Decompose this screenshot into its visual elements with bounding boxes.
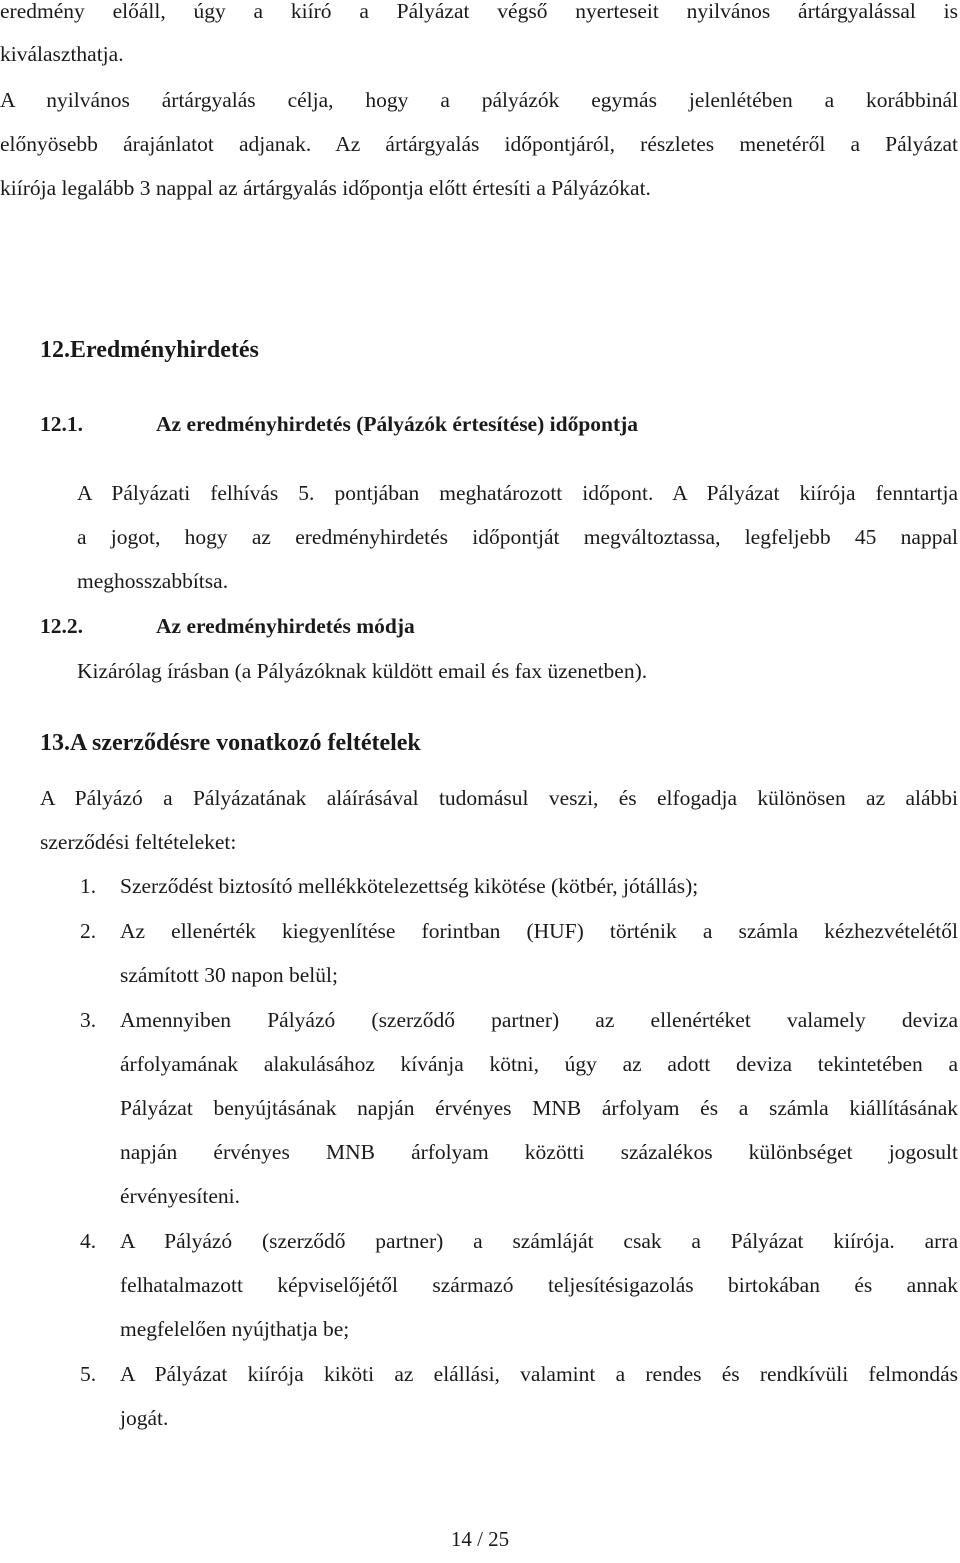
subsection-number: 12.2. — [40, 614, 83, 638]
list-item-line: felhatalmazott képviselőjétől származó teljesítésigazolás birtokában és annak — [120, 1273, 958, 1297]
list-item-line: megfelelően nyújthatja be; — [120, 1317, 350, 1341]
list-item-number: 4. — [80, 1229, 97, 1253]
paragraph-line: szerződési feltételeket: — [40, 830, 237, 854]
intro-line: kiírója legalább 3 nappal az ártárgyalás időpontja előtt értesíti a Pályázókat. — [0, 176, 651, 200]
intro-line: A nyilvános ártárgyalás célja, hogy a pályázók egymás jelenlétében a korábbinál — [0, 88, 958, 112]
list-item-number: 3. — [80, 1008, 97, 1032]
paragraph-line: meghosszabbítsa. — [77, 569, 229, 593]
list-item-line: Amennyiben Pályázó (szerződő partner) az ellenértéket valamely deviza — [120, 1008, 958, 1032]
list-item-line: A Pályázat kiírója kiköti az elállási, valamint a rendes és rendkívüli felmondás — [120, 1362, 958, 1386]
list-item-line: Pályázat benyújtásának napján érvényes MNB árfolyam és a számla kiállításának — [120, 1096, 958, 1120]
paragraph-line: a jogot, hogy az eredményhirdetés időpontját megváltoztassa, legfeljebb 45 nappal — [77, 525, 958, 549]
paragraph-line: A Pályázati felhívás 5. pontjában meghatározott időpont. A Pályázat kiírója fenntartja — [77, 481, 958, 505]
list-item-number: 2. — [80, 919, 97, 943]
list-item-line: Szerződést biztosító mellékkötelezettség kikötése (kötbér, jótállás); — [120, 874, 699, 898]
list-item-line: érvényesíteni. — [120, 1184, 240, 1208]
list-item-number: 1. — [80, 874, 97, 898]
page-number: 14 / 25 — [450, 1527, 510, 1551]
list-item-line: Az ellenérték kiegyenlítése forintban (HUF) történik a számla kézhezvételétől — [120, 919, 958, 943]
intro-line: eredmény előáll, úgy a kiíró a Pályázat végső nyerteseit nyilvános ártárgyalással is — [0, 0, 958, 23]
list-item-line: jogát. — [120, 1406, 169, 1430]
section-heading-13: 13.A szerződésre vonatkozó feltételek — [40, 730, 421, 756]
intro-line: kiválaszthatja. — [0, 42, 124, 66]
list-item-line: számított 30 napon belül; — [120, 963, 338, 987]
section-heading-12: 12.Eredményhirdetés — [40, 337, 259, 363]
subsection-title: Az eredményhirdetés (Pályázók értesítése) időpontja — [156, 412, 639, 436]
paragraph-line: Kizárólag írásban (a Pályázóknak küldött email és fax üzenetben). — [77, 659, 648, 683]
paragraph-line: A Pályázó a Pályázatának aláírásával tudomásul veszi, és elfogadja különösen az alábbi — [40, 786, 958, 810]
list-item-line: napján érvényes MNB árfolyam közötti százalékos különbséget jogosult — [120, 1140, 958, 1164]
subsection-title: Az eredményhirdetés módja — [156, 614, 415, 638]
list-item-line: A Pályázó (szerződő partner) a számláját csak a Pályázat kiírója. arra — [120, 1229, 958, 1253]
intro-line: előnyösebb árajánlatot adjanak. Az ártárgyalás időpontjáról, részletes menetéről a Pályázat — [0, 132, 958, 156]
subsection-number: 12.1. — [40, 412, 83, 436]
list-item-line: árfolyamának alakulásához kívánja kötni, úgy az adott deviza tekintetében a — [120, 1052, 958, 1076]
list-item-number: 5. — [80, 1362, 97, 1386]
